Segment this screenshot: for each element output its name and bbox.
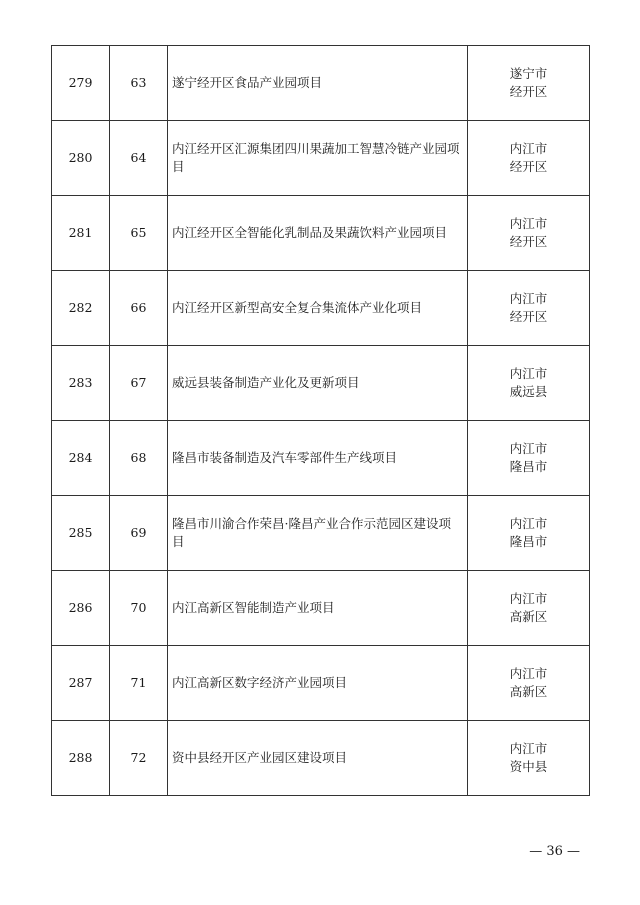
unit-district: 经开区 <box>509 159 548 174</box>
row-responsible-unit <box>468 346 590 421</box>
row-serial-number: 282 <box>52 271 110 346</box>
row-responsible-unit <box>468 646 590 721</box>
table-row <box>52 346 590 421</box>
table-row <box>52 421 590 496</box>
table-row <box>52 721 590 796</box>
row-project-name: 内江高新区智能制造产业项目 <box>168 571 468 646</box>
row-sub-number: 72 <box>110 721 168 796</box>
row-sub-number: 68 <box>110 421 168 496</box>
row-project-name: 内江高新区数字经济产业园项目 <box>168 646 468 721</box>
row-serial-number: 284 <box>52 421 110 496</box>
row-project-name: 隆昌市装备制造及汽车零部件生产线项目 <box>168 421 468 496</box>
unit-district: 经开区 <box>509 309 548 324</box>
unit-city: 内江市 <box>509 141 548 156</box>
row-serial-number: 281 <box>52 196 110 271</box>
table-row <box>52 646 590 721</box>
row-sub-number: 69 <box>110 496 168 571</box>
row-responsible-unit <box>468 121 590 196</box>
table-row <box>52 571 590 646</box>
unit-city: 内江市 <box>509 666 548 681</box>
unit-district: 经开区 <box>509 84 548 99</box>
row-serial-number: 288 <box>52 721 110 796</box>
row-sub-number: 65 <box>110 196 168 271</box>
row-responsible-unit <box>468 421 590 496</box>
unit-city: 遂宁市 <box>509 66 548 81</box>
row-responsible-unit <box>468 721 590 796</box>
row-project-name: 隆昌市川渝合作荣昌·隆昌产业合作示范园区建设项目 <box>168 496 468 571</box>
project-table <box>51 45 590 796</box>
row-sub-number: 63 <box>110 46 168 121</box>
table-row <box>52 271 590 346</box>
row-responsible-unit <box>468 196 590 271</box>
row-project-name: 威远县装备制造产业化及更新项目 <box>168 346 468 421</box>
unit-city: 内江市 <box>509 366 548 381</box>
unit-district: 经开区 <box>509 234 548 249</box>
table-row <box>52 196 590 271</box>
row-project-name: 遂宁经开区食品产业园项目 <box>168 46 468 121</box>
row-project-name: 内江经开区全智能化乳制品及果蔬饮料产业园项目 <box>168 196 468 271</box>
row-serial-number: 280 <box>52 121 110 196</box>
unit-district: 高新区 <box>509 609 548 624</box>
row-responsible-unit <box>468 496 590 571</box>
row-project-name: 资中县经开区产业园区建设项目 <box>168 721 468 796</box>
unit-city: 内江市 <box>509 591 548 606</box>
row-sub-number: 64 <box>110 121 168 196</box>
unit-city: 内江市 <box>509 291 548 306</box>
row-serial-number: 286 <box>52 571 110 646</box>
unit-district: 威远县 <box>509 384 548 399</box>
row-sub-number: 66 <box>110 271 168 346</box>
unit-district: 资中县 <box>509 759 548 774</box>
row-project-name: 内江经开区汇源集团四川果蔬加工智慧冷链产业园项目 <box>168 121 468 196</box>
table-row <box>52 496 590 571</box>
row-serial-number: 285 <box>52 496 110 571</box>
unit-district: 高新区 <box>509 684 548 699</box>
row-project-name: 内江经开区新型高安全复合集流体产业化项目 <box>168 271 468 346</box>
project-table-body <box>52 46 590 796</box>
row-responsible-unit <box>468 271 590 346</box>
row-sub-number: 71 <box>110 646 168 721</box>
row-sub-number: 70 <box>110 571 168 646</box>
row-responsible-unit <box>468 571 590 646</box>
page-number: — 36 — <box>529 844 580 859</box>
row-serial-number: 279 <box>52 46 110 121</box>
unit-city: 内江市 <box>509 741 548 756</box>
unit-district: 隆昌市 <box>509 534 548 549</box>
unit-city: 内江市 <box>509 516 548 531</box>
row-responsible-unit <box>468 46 590 121</box>
row-serial-number: 283 <box>52 346 110 421</box>
unit-district: 隆昌市 <box>509 459 548 474</box>
unit-city: 内江市 <box>509 441 548 456</box>
row-serial-number: 287 <box>52 646 110 721</box>
unit-city: 内江市 <box>509 216 548 231</box>
table-row <box>52 121 590 196</box>
row-sub-number: 67 <box>110 346 168 421</box>
table-row <box>52 46 590 121</box>
